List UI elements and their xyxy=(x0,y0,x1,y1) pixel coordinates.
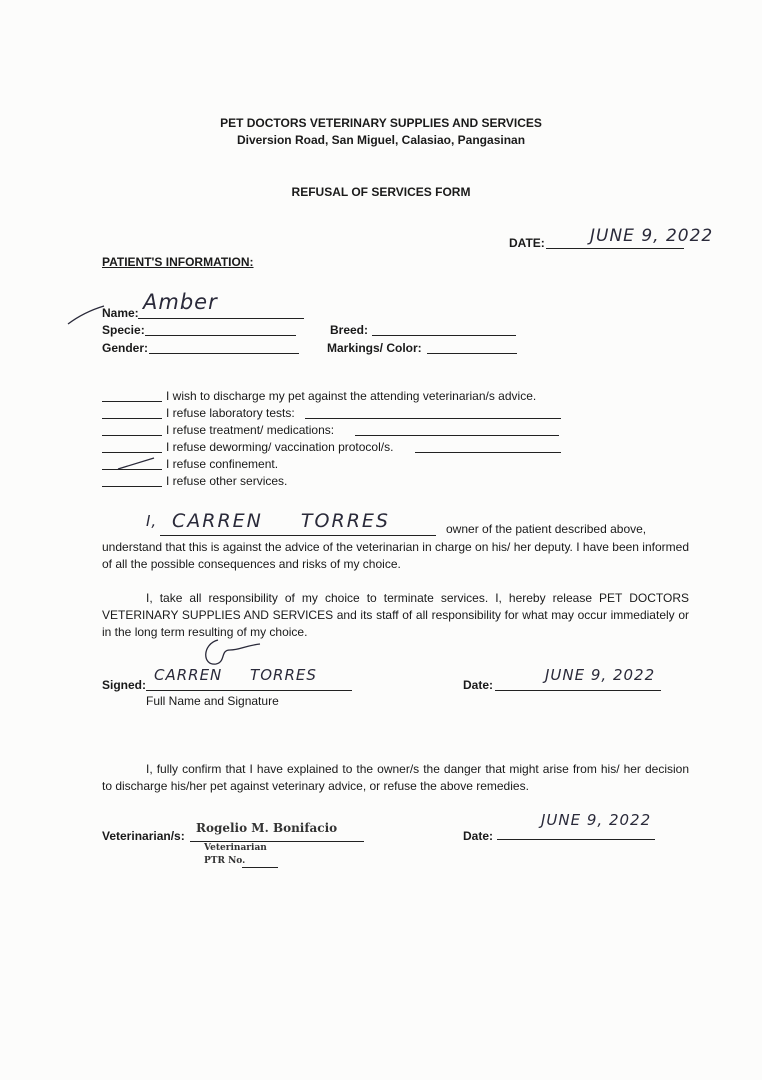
gender-label: Gender: xyxy=(102,341,149,355)
refusal-checkbox-line[interactable] xyxy=(102,401,162,402)
refusal-text: I wish to discharge my pet against the attending veterinarian/s advice. xyxy=(166,389,537,403)
veterinarian-label: Veterinarian/s: xyxy=(102,829,185,843)
vet-date-line xyxy=(497,839,655,840)
vet-stamp-title: Veterinarian xyxy=(204,843,267,853)
form-title: REFUSAL OF SERVICES FORM xyxy=(291,185,471,199)
markings-label: Markings/ Color: xyxy=(327,341,422,355)
signed-label: Signed: xyxy=(102,678,146,692)
refusal-text: I refuse other services. xyxy=(166,474,288,488)
check-mark-icon xyxy=(116,455,156,471)
refusal-checkbox-line[interactable] xyxy=(102,435,162,436)
signature-line xyxy=(146,690,352,691)
breed-line xyxy=(372,335,516,336)
refusal-text: I refuse deworming/ vaccination protocol/s. xyxy=(166,440,394,454)
vet-stamp-ptr: PTR No. xyxy=(204,856,246,866)
refusal-text: I refuse laboratory tests: xyxy=(166,406,295,420)
signature-date-label: Date: xyxy=(463,678,494,692)
name-label: Name: xyxy=(102,306,139,320)
refusal-detail-line[interactable] xyxy=(415,452,561,453)
refusal-text: I refuse treatment/ medications: xyxy=(166,423,335,437)
refusal-detail-line[interactable] xyxy=(305,418,561,419)
company-address: Diversion Road, San Miguel, Calasiao, Pangasinan xyxy=(236,133,526,147)
specie-label: Specie: xyxy=(102,323,145,337)
signature-date-line xyxy=(495,690,661,691)
company-name: PET DOCTORS VETERINARY SUPPLIES AND SERVICES xyxy=(220,116,542,130)
vet-date-value: JUNE 9, 2022 xyxy=(541,811,652,829)
confirmation-paragraph: I, fully confirm that I have explained to the owner/s the danger that might arise from his/ her decision to discharge his/her pet against veterinary advice, or refuse the above remedies. xyxy=(102,762,689,793)
refusal-text: I refuse confinement. xyxy=(166,457,279,471)
owner-name-line xyxy=(160,535,436,536)
signature-value: CARREN TORRES xyxy=(154,666,317,684)
vet-stamp-name: Rogelio M. Bonifacio xyxy=(196,821,338,835)
vet-date-label: Date: xyxy=(463,829,494,843)
patient-section-title: PATIENT'S INFORMATION: xyxy=(102,255,254,269)
refusal-checkbox-line[interactable] xyxy=(102,452,162,453)
gender-line xyxy=(149,353,299,354)
date-value: JUNE 9, 2022 xyxy=(590,226,714,246)
breed-label: Breed: xyxy=(330,323,369,337)
owner-name-value: CARREN TORRES xyxy=(172,510,390,532)
signature-flourish xyxy=(196,636,266,672)
date-label: DATE: xyxy=(509,236,545,250)
refusal-detail-line[interactable] xyxy=(355,435,559,436)
signature-caption: Full Name and Signature xyxy=(146,694,279,708)
date-line xyxy=(546,248,684,249)
name-line xyxy=(138,318,304,319)
veterinarian-line xyxy=(190,841,364,842)
pen-stroke-mark xyxy=(66,300,106,326)
statement-prefix: I, xyxy=(146,512,158,530)
specie-line xyxy=(145,335,296,336)
statement-line1-tail: owner of the patient described above, xyxy=(446,522,647,536)
markings-line xyxy=(427,353,517,354)
release-paragraph: I, take all responsibility of my choice to terminate services. I, hereby release PET DOCTORS VETERINARY SUPPLIES AND SERVICES and its staff of all responsibility for what may occur immediately or in the long term resulting of my choice. xyxy=(102,591,689,639)
refusal-checkbox-line[interactable] xyxy=(102,486,162,487)
name-value: Amber xyxy=(143,290,218,314)
statement-body: understand that this is against the advice of the veterinarian in charge on his/ her deputy. I have been informed of all the possible consequences and risks of my choice. xyxy=(102,540,689,571)
vet-stamp-ptr-line xyxy=(242,867,278,868)
refusal-checkbox-line[interactable] xyxy=(102,418,162,419)
signature-date-value: JUNE 9, 2022 xyxy=(545,666,656,684)
